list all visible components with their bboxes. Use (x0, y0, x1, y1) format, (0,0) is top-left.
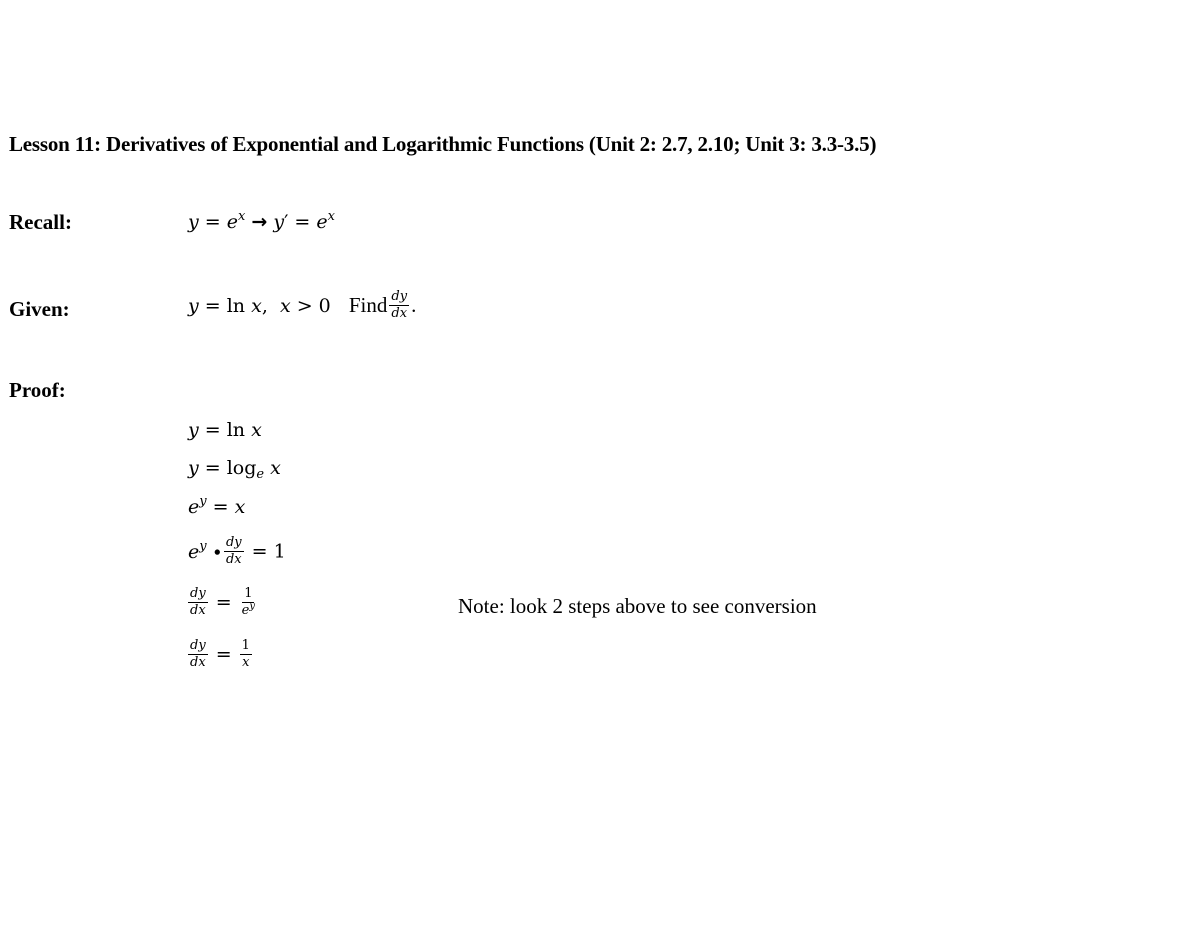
lesson-title: Lesson 11: Derivatives of Exponential and Logarithmic Functions (Unit 2: 2.7, 2.10; Unit 3: 3.3-3.5) (9, 132, 877, 156)
conversion-note: Note: look 2 steps above to see conversion (458, 594, 817, 618)
recall-label: Recall: (9, 210, 72, 234)
proof-step-1: y = ln x (188, 419, 262, 441)
proof-step-3: $e^y = x$ (188, 494, 246, 518)
find-text: Find (348, 293, 388, 317)
recall-equation: $y = e^x \to y' = e^x$ (188, 209, 335, 233)
proof-step-2: $y = \log_e x$ (188, 457, 281, 482)
given-equation: y = ln x, x > 0 Find $\frac{dy}{dx}$ . (188, 289, 417, 321)
proof-label: Proof: (9, 378, 66, 402)
proof-step-4: $e^y$ ∙ $\frac{dy}{dx}$ = 1 (188, 535, 286, 567)
proof-step-5: $\frac{dy}{dx}$ = $\frac{1}{e^y}$ (190, 586, 256, 618)
dy-dx-fraction: $\frac{dy}{dx}$ (391, 289, 408, 321)
proof-step-6: $\frac{dy}{dx}$ = $\frac{1}{x}$ (190, 638, 250, 670)
given-label: Given: (9, 297, 70, 321)
